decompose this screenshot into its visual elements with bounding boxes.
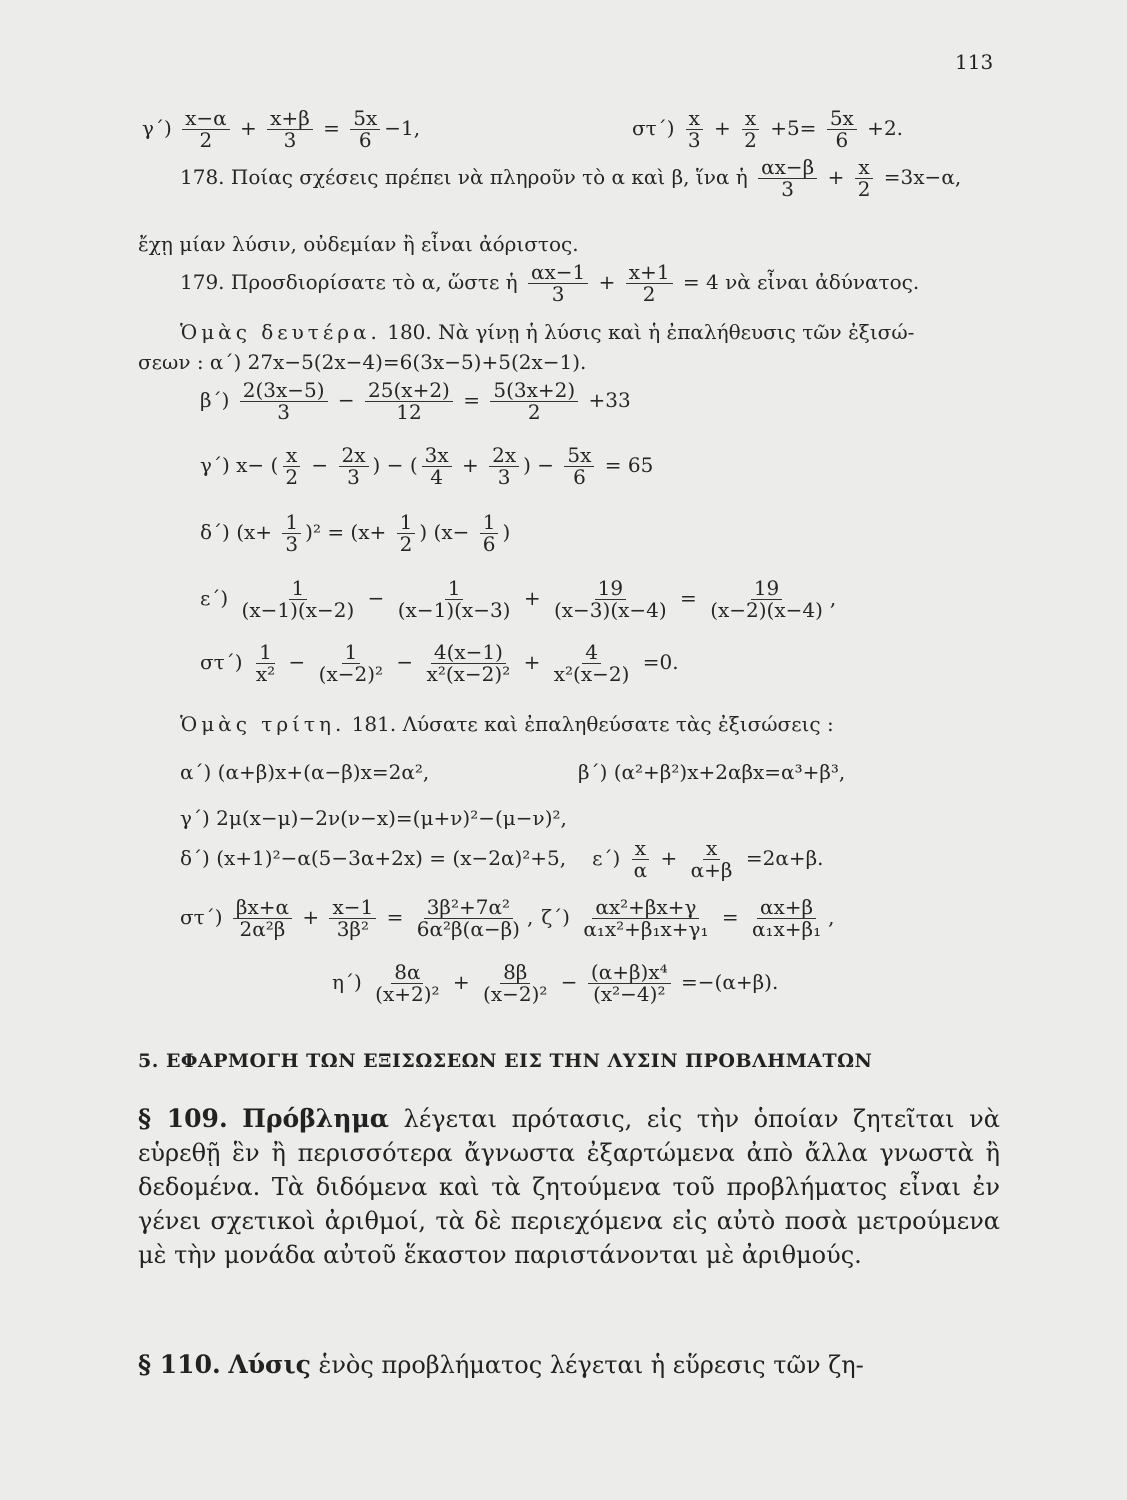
exercise-180-epsilon: ε΄) $\frac{1}{(x-1)(x-2)}$ − $\frac{1}{(x-1)(x-3)}$ + $\frac{19}{(x-3)(x-4)}$ = $\frac{19}{(x-2)(x-4)}$ , bbox=[200, 576, 837, 622]
fraction: $\frac{1}{2}$ bbox=[397, 512, 416, 555]
fraction: $\frac{x}{3}$ bbox=[685, 108, 704, 151]
fraction: $\frac{1}{\text{x²}}$ bbox=[255, 640, 276, 686]
fraction: $\frac{x}{2}$ bbox=[282, 445, 301, 488]
fraction: $\frac{x+1}{2}$ bbox=[626, 262, 673, 305]
fraction: $\frac{\alpha x-\beta}{3}$ bbox=[758, 157, 817, 200]
exercise-line-177-st: στ΄) $\frac{x}{3}$ + $\frac{x}{2}$ +5= $\frac{5x}{6}$ +2. bbox=[632, 106, 904, 152]
fraction: $\frac{2x}{3}$ bbox=[339, 445, 369, 488]
fraction: $\frac{1}{\text{(x−2)²}}$ bbox=[318, 640, 384, 686]
defined-term: Πρόβλημα bbox=[242, 1104, 390, 1133]
fraction: $\frac{8\alpha}{\text{(x+2)²}}$ bbox=[375, 960, 440, 1006]
label: γ΄) bbox=[142, 116, 179, 140]
fraction: $\frac{1}{(x-1)(x-3)}$ bbox=[397, 576, 511, 622]
exercise-180-beta: β΄) $\frac{2(3x-5)}{3}$ − $\frac{25(x+2)}{12}$ = $\frac{5(3x+2)}{2}$ +33 bbox=[200, 378, 631, 424]
page-number: 113 bbox=[955, 50, 994, 74]
exercise-179: 179. Προσδιορίσατε τὸ α, ὥστε ἡ $\frac{\alpha x-1}{3}$ + $\frac{x+1}{2}$ = 4 νὰ εἶναι ἀδύνατος. bbox=[180, 260, 920, 306]
fraction: $\frac{2x}{3}$ bbox=[489, 445, 519, 488]
fraction: $\frac{4(x-1)}{\text{x²(x−2)²}}$ bbox=[426, 640, 511, 686]
group-three-intro: Ὁμὰς τρίτη. 181. Λύσατε καὶ ἐπαληθεύσατε τὰς ἐξισώσεις : bbox=[180, 712, 834, 736]
exercise-178: 178. Ποίας σχέσεις πρέπει νὰ πληροῦν τὸ α καὶ β, ἵνα ἡ $\frac{\alpha x-\beta}{3}$ + $\frac{x}{2}$ =3x−α, bbox=[180, 155, 962, 201]
exercise-181-alpha: α΄) (α+β)x+(α−β)x=2α², bbox=[180, 760, 430, 784]
paragraph-text: ἑνὸς προβλήματος λέγεται ἡ εὕρεσις τῶν ζη- bbox=[310, 1351, 864, 1379]
exercise-181-st-zeta: στ΄) $\frac{\beta x+\alpha}{\text{2α²β}}$ + $\frac{x-1}{\text{3β²}}$ = $\frac{\text{3β²+7α²}}{\text{6α²β(α−β)}}$ , ζ΄) $\frac{\text{αx²+βx+γ}}{\text{α₁x²+β₁x+γ₁}}$ = $\frac{\alpha x+\beta}{\text{α₁x+β₁}}$ , bbox=[180, 895, 835, 941]
fraction: $\frac{\beta x+\alpha}{\text{2α²β}}$ bbox=[233, 897, 292, 940]
section-mark: § 110. bbox=[138, 1350, 221, 1379]
fraction: $\frac{1}{3}$ bbox=[282, 512, 301, 555]
fraction: $\frac{8\beta}{\text{(x−2)²}}$ bbox=[483, 960, 548, 1006]
exercise-180-delta: δ΄) (x+ $\frac{1}{3}$ )² = (x+ $\frac{1}{2}$ ) (x− $\frac{1}{6}$ ) bbox=[200, 510, 511, 556]
fraction: $\frac{x-1}{\text{3β²}}$ bbox=[329, 897, 376, 940]
fraction: $\frac{25(x+2)}{12}$ bbox=[365, 380, 453, 423]
exercise-180-st: στ΄) $\frac{1}{\text{x²}}$ − $\frac{1}{\text{(x−2)²}}$ − $\frac{4(x-1)}{\text{x²(x−2)²}}$ + $\frac{4}{\text{x²(x−2)}}$ =0. bbox=[200, 640, 679, 686]
exercise-181-beta: β΄) (α²+β²)x+2αβx=α³+β³, bbox=[578, 760, 846, 784]
exercise-181-eta: η΄) $\frac{8\alpha}{\text{(x+2)²}}$ + $\frac{8\beta}{\text{(x−2)²}}$ − $\frac{\text{(α+β)x⁴}}{\text{(x²−4)²}}$ =−(α+β). bbox=[332, 960, 779, 1006]
fraction: $\frac{x-\alpha}{2}$ bbox=[182, 108, 230, 151]
exercise-181-gamma: γ΄) 2μ(x−μ)−2ν(ν−x)=(μ+ν)²−(μ−ν)², bbox=[180, 806, 567, 830]
exercise-180-alpha: σεων : α΄) 27x−5(2x−4)=6(3x−5)+5(2x−1). bbox=[138, 350, 587, 374]
fraction: $\frac{4}{\text{x²(x−2)}}$ bbox=[553, 640, 630, 686]
paragraph-text: λέγεται πρότασις, εἰς τὴν ὁποίαν ζητεῖται νὰ εὑρεθῇ ἓν ἢ περισσότερα ἄγνωστα ἐξαρτώμενα ἀπὸ ἄλλα γνωστὰ ἢ δεδομένα. Τὰ διδόμενα καὶ τὰ ζητούμενα τοῦ προβλήματος εἶναι ἐν γένει σχετικοὶ ἀριθμοί, τὰ δὲ περιεχόμενα εἰς αὐτὸ ποσὰ μετρούμενα μὲ τὴν μονάδα αὐτοῦ ἕκαστον παριστάνονται μὲ ἀριθμούς. bbox=[138, 1105, 1000, 1269]
fraction: $\frac{5x}{6}$ bbox=[827, 108, 857, 151]
fraction: $\frac{\alpha x-1}{3}$ bbox=[528, 262, 588, 305]
exercise-178-cont: ἔχῃ μίαν λύσιν, οὐδεμίαν ἢ εἶναι ἀόριστος. bbox=[138, 232, 579, 256]
fraction: $\frac{5(3x+2)}{2}$ bbox=[490, 380, 578, 423]
fraction: $\frac{5x}{6}$ bbox=[350, 108, 380, 151]
exercise-line-177-gamma: γ΄) $\frac{x-\alpha}{2}$ + $\frac{x+\beta}{3}$ = $\frac{5x}{6}$ −1, bbox=[142, 106, 421, 152]
fraction: $\frac{3x}{4}$ bbox=[422, 445, 452, 488]
fraction: $\frac{x+\beta}{3}$ bbox=[267, 108, 313, 151]
fraction: $\frac{\alpha x+\beta}{\text{α₁x+β₁}}$ bbox=[752, 895, 822, 941]
fraction: $\frac{\text{(α+β)x⁴}}{\text{(x²−4)²}}$ bbox=[588, 962, 671, 1005]
exercise-181-delta-epsilon: δ΄) (x+1)²−α(5−3α+2x) = (x−2α)²+5, ε΄) $\frac{x}{\alpha}$ + $\frac{x}{\alpha+\beta}$ =2α+β. bbox=[180, 836, 824, 882]
group-two-intro: Ὁμὰς δευτέρα. 180. Νὰ γίνῃ ἡ λύσις καὶ ἡ ἐπαλήθευσις τῶν ἐξισώ- bbox=[180, 320, 915, 344]
defined-term: Λύσις bbox=[228, 1350, 311, 1379]
section-heading: 5. ΕΦΑΡΜΟΓΗ ΤΩΝ ΕΞΙΣΩΣΕΩΝ ΕΙΣ ΤΗΝ ΛΥΣΙΝ ΠΡΟΒΛΗΜΑΤΩΝ bbox=[138, 1050, 873, 1072]
fraction: $\frac{1}{6}$ bbox=[480, 512, 499, 555]
fraction: $\frac{1}{(x-1)(x-2)}$ bbox=[241, 576, 355, 622]
fraction: $\frac{x}{\alpha+\beta}$ bbox=[690, 836, 733, 882]
fraction: $\frac{5x}{6}$ bbox=[564, 445, 594, 488]
paragraph-109 bbox=[138, 1102, 1000, 1272]
section-mark: § 109. bbox=[138, 1104, 228, 1133]
fraction: $\frac{2(3x-5)}{3}$ bbox=[240, 380, 328, 423]
fraction: $\frac{x}{2}$ bbox=[741, 108, 760, 151]
fraction: $\frac{19}{(x-3)(x-4)}$ bbox=[553, 576, 667, 622]
fraction: $\frac{\text{3β²+7α²}}{\text{6α²β(α−β)}}$ bbox=[416, 895, 520, 941]
fraction: $\frac{x}{\alpha}$ bbox=[633, 836, 648, 882]
exercise-180-gamma: γ΄) x− ( $\frac{x}{2}$ − $\frac{2x}{3}$ ) − ( $\frac{3x}{4}$ + $\frac{2x}{3}$ ) − $\frac{5x}{6}$ = 65 bbox=[200, 443, 654, 489]
fraction: $\frac{\text{αx²+βx+γ}}{\text{α₁x²+β₁x+γ₁}}$ bbox=[583, 895, 709, 941]
fraction: $\frac{x}{2}$ bbox=[855, 157, 874, 200]
fraction: $\frac{19}{(x-2)(x-4)}$ bbox=[710, 576, 823, 622]
paragraph-110 bbox=[138, 1348, 1000, 1382]
